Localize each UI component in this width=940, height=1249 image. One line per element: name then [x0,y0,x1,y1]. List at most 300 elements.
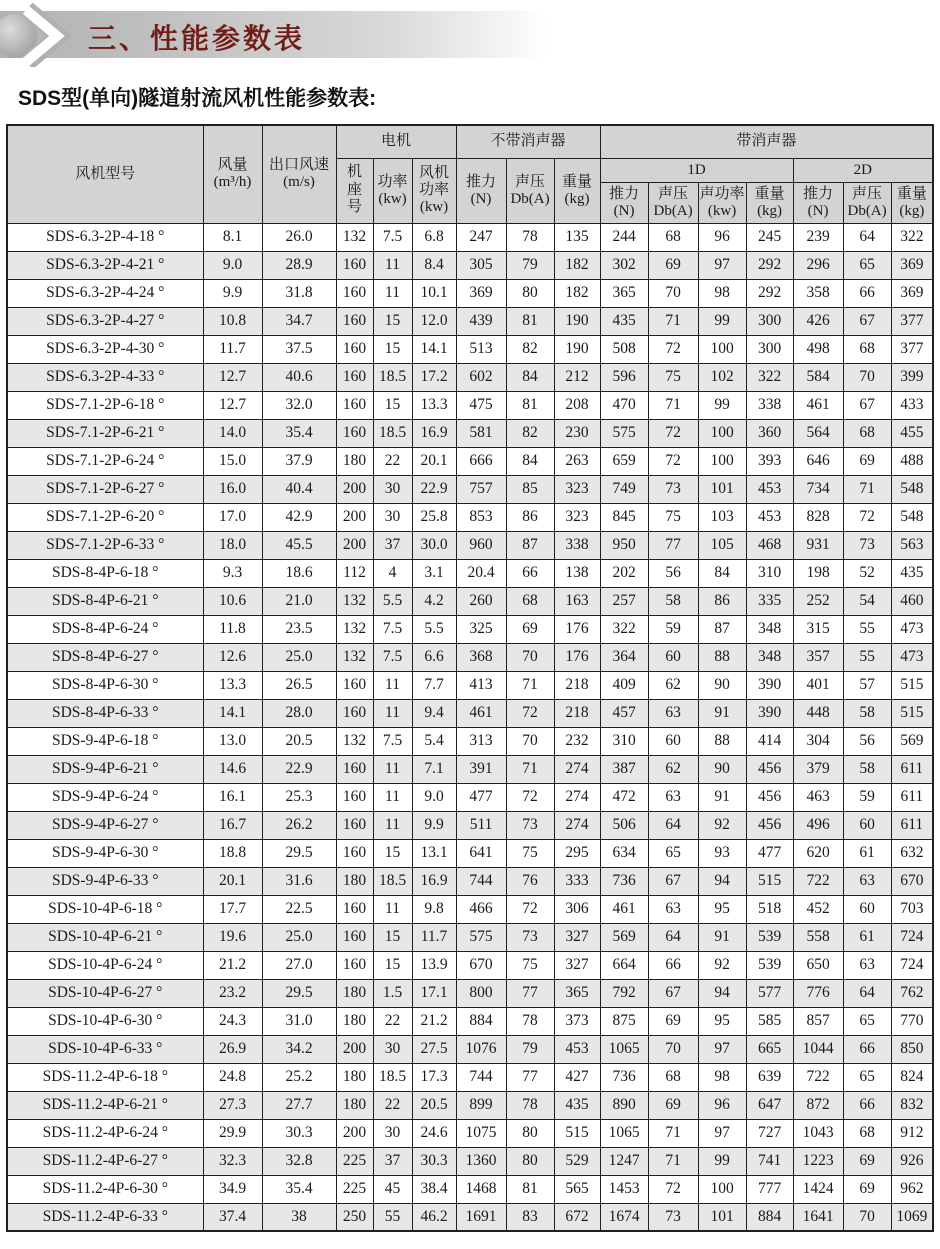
value-cell: 75 [506,951,554,979]
col-header-outlet-speed: 出口风速 (m/s) [262,125,336,223]
value-cell: 86 [506,503,554,531]
value-cell: 7.5 [373,643,412,671]
value-cell: 335 [746,587,793,615]
value-cell: 80 [506,1147,554,1175]
value-cell: 98 [698,279,746,307]
col-header-weight-ns: 重量 (kg) [554,158,600,223]
value-cell: 741 [746,1147,793,1175]
value-cell: 665 [746,1035,793,1063]
value-cell: 11.7 [412,923,456,951]
value-cell: 15 [373,923,412,951]
value-cell: 81 [506,1175,554,1203]
value-cell: 60 [843,895,891,923]
value-cell: 659 [600,447,648,475]
value-cell: 292 [746,279,793,307]
value-cell: 93 [698,839,746,867]
value-cell: 218 [554,699,600,727]
value-cell: 14.6 [203,755,262,783]
value-cell: 647 [746,1091,793,1119]
value-cell: 18.5 [373,363,412,391]
model-cell: SDS-11.2-4P-6-21 ° [7,1091,203,1119]
table-row [7,1203,933,1231]
value-cell: 461 [456,699,506,727]
value-cell: 30.3 [262,1119,336,1147]
value-cell: 16.9 [412,867,456,895]
value-cell: 6.6 [412,643,456,671]
value-cell: 66 [843,1091,891,1119]
model-cell: SDS-7.1-2P-6-24 ° [7,447,203,475]
value-cell: 245 [746,223,793,251]
value-cell: 453 [746,475,793,503]
value-cell: 632 [891,839,933,867]
value-cell: 230 [554,419,600,447]
value-cell: 60 [648,727,698,755]
value-cell: 11 [373,783,412,811]
col-header-spl-1d: 声压 Db(A) [648,182,698,223]
value-cell: 473 [891,643,933,671]
value-cell: 63 [648,699,698,727]
value-cell: 73 [648,475,698,503]
value-cell: 190 [554,335,600,363]
value-cell: 200 [336,1119,373,1147]
value-cell: 463 [793,783,843,811]
value-cell: 63 [843,867,891,895]
value-cell: 325 [456,615,506,643]
value-cell: 52 [843,559,891,587]
value-cell: 37.4 [203,1203,262,1231]
value-cell: 64 [648,811,698,839]
table-row [7,587,933,615]
value-cell: 28.0 [262,699,336,727]
value-cell: 5.4 [412,727,456,755]
value-cell: 29.9 [203,1119,262,1147]
value-cell: 60 [648,643,698,671]
value-cell: 884 [746,1203,793,1231]
table-row [7,727,933,755]
value-cell: 60 [843,811,891,839]
value-cell: 97 [698,1035,746,1063]
value-cell: 5.5 [412,615,456,643]
value-cell: 433 [891,391,933,419]
value-cell: 94 [698,979,746,1007]
value-cell: 71 [648,391,698,419]
value-cell: 72 [648,419,698,447]
model-cell: SDS-6.3-2P-4-33 ° [7,363,203,391]
value-cell: 461 [600,895,648,923]
value-cell: 24.6 [412,1119,456,1147]
value-cell: 56 [648,559,698,587]
value-cell: 7.5 [373,727,412,755]
value-cell: 59 [843,783,891,811]
value-cell: 611 [891,755,933,783]
value-cell: 100 [698,447,746,475]
value-cell: 15 [373,391,412,419]
value-cell: 16.1 [203,783,262,811]
value-cell: 12.7 [203,391,262,419]
value-cell: 322 [600,615,648,643]
value-cell: 13.0 [203,727,262,755]
value-cell: 358 [793,279,843,307]
value-cell: 22.5 [262,895,336,923]
value-cell: 348 [746,615,793,643]
value-cell: 475 [456,391,506,419]
value-cell: 770 [891,1007,933,1035]
value-cell: 22.9 [412,475,456,503]
value-cell: 38 [262,1203,336,1231]
table-row [7,475,933,503]
value-cell: 473 [891,615,933,643]
value-cell: 160 [336,335,373,363]
value-cell: 30 [373,1035,412,1063]
value-cell: 30 [373,503,412,531]
value-cell: 80 [506,1119,554,1147]
value-cell: 68 [648,223,698,251]
model-cell: SDS-9-4P-6-33 ° [7,867,203,895]
value-cell: 734 [793,475,843,503]
value-cell: 899 [456,1091,506,1119]
value-cell: 257 [600,587,648,615]
model-cell: SDS-7.1-2P-6-18 ° [7,391,203,419]
value-cell: 338 [746,391,793,419]
value-cell: 100 [698,1175,746,1203]
table-row [7,895,933,923]
value-cell: 1641 [793,1203,843,1231]
table-row [7,1063,933,1091]
value-cell: 65 [843,1007,891,1035]
value-cell: 529 [554,1147,600,1175]
model-cell: SDS-7.1-2P-6-21 ° [7,419,203,447]
value-cell: 736 [600,1063,648,1091]
value-cell: 369 [456,279,506,307]
value-cell: 409 [600,671,648,699]
value-cell: 71 [648,307,698,335]
section-banner [0,0,940,66]
value-cell: 103 [698,503,746,531]
value-cell: 435 [554,1091,600,1119]
value-cell: 390 [746,671,793,699]
value-cell: 26.5 [262,671,336,699]
model-cell: SDS-8-4P-6-30 ° [7,671,203,699]
value-cell: 13.9 [412,951,456,979]
value-cell: 776 [793,979,843,1007]
value-cell: 88 [698,727,746,755]
value-cell: 37 [373,531,412,559]
value-cell: 357 [793,643,843,671]
table-row [7,783,933,811]
value-cell: 11 [373,811,412,839]
value-cell: 101 [698,1203,746,1231]
value-cell: 71 [648,1147,698,1175]
value-cell: 72 [506,783,554,811]
value-cell: 198 [793,559,843,587]
value-cell: 461 [793,391,843,419]
value-cell: 369 [891,251,933,279]
value-cell: 67 [648,867,698,895]
value-cell: 182 [554,279,600,307]
table-body [7,223,933,1231]
value-cell: 70 [648,279,698,307]
value-cell: 55 [373,1203,412,1231]
value-cell: 55 [843,615,891,643]
value-cell: 17.1 [412,979,456,1007]
value-cell: 20.5 [412,1091,456,1119]
value-cell: 71 [506,671,554,699]
table-row [7,391,933,419]
value-cell: 399 [891,363,933,391]
value-cell: 11 [373,755,412,783]
model-cell: SDS-9-4P-6-24 ° [7,783,203,811]
value-cell: 64 [843,223,891,251]
table-row [7,923,933,951]
value-cell: 22 [373,1091,412,1119]
value-cell: 511 [456,811,506,839]
value-cell: 160 [336,755,373,783]
value-cell: 777 [746,1175,793,1203]
value-cell: 180 [336,979,373,1007]
value-cell: 88 [698,643,746,671]
value-cell: 9.0 [203,251,262,279]
value-cell: 832 [891,1091,933,1119]
model-cell: SDS-8-4P-6-18 ° [7,559,203,587]
value-cell: 845 [600,503,648,531]
value-cell: 6.8 [412,223,456,251]
value-cell: 160 [336,279,373,307]
value-cell: 90 [698,671,746,699]
value-cell: 25.3 [262,783,336,811]
value-cell: 18.6 [262,559,336,587]
value-cell: 18.5 [373,867,412,895]
value-cell: 54 [843,587,891,615]
value-cell: 208 [554,391,600,419]
col-header-weight-1d: 重量 (kg) [746,182,793,223]
value-cell: 15.0 [203,447,262,475]
value-cell: 872 [793,1091,843,1119]
value-cell: 71 [843,475,891,503]
value-cell: 762 [891,979,933,1007]
value-cell: 634 [600,839,648,867]
value-cell: 962 [891,1175,933,1203]
value-cell: 98 [698,1063,746,1091]
value-cell: 581 [456,419,506,447]
value-cell: 401 [793,671,843,699]
value-cell: 1223 [793,1147,843,1175]
value-cell: 310 [746,559,793,587]
value-cell: 296 [793,251,843,279]
value-cell: 32.0 [262,391,336,419]
value-cell: 414 [746,727,793,755]
group-header-2d: 2D [793,158,933,182]
value-cell: 1.5 [373,979,412,1007]
value-cell: 338 [554,531,600,559]
table-row [7,223,933,251]
table-row [7,867,933,895]
value-cell: 19.6 [203,923,262,951]
value-cell: 379 [793,755,843,783]
value-cell: 300 [746,307,793,335]
value-cell: 11.8 [203,615,262,643]
col-header-thrust-2d: 推力 (N) [793,182,843,223]
value-cell: 10.8 [203,307,262,335]
model-cell: SDS-11.2-4P-6-30 ° [7,1175,203,1203]
value-cell: 132 [336,223,373,251]
value-cell: 9.9 [203,279,262,307]
model-cell: SDS-6.3-2P-4-18 ° [7,223,203,251]
value-cell: 35.4 [262,419,336,447]
value-cell: 92 [698,811,746,839]
value-cell: 391 [456,755,506,783]
value-cell: 91 [698,923,746,951]
value-cell: 29.5 [262,979,336,1007]
value-cell: 225 [336,1147,373,1175]
value-cell: 14.1 [203,699,262,727]
value-cell: 508 [600,335,648,363]
value-cell: 62 [648,755,698,783]
value-cell: 72 [506,699,554,727]
value-cell: 960 [456,531,506,559]
value-cell: 82 [506,419,554,447]
value-cell: 27.7 [262,1091,336,1119]
value-cell: 11 [373,279,412,307]
value-cell: 160 [336,307,373,335]
value-cell: 10.6 [203,587,262,615]
value-cell: 548 [891,503,933,531]
value-cell: 322 [891,223,933,251]
value-cell: 73 [506,923,554,951]
model-cell: SDS-7.1-2P-6-27 ° [7,475,203,503]
value-cell: 1424 [793,1175,843,1203]
value-cell: 45 [373,1175,412,1203]
value-cell: 585 [746,1007,793,1035]
value-cell: 180 [336,447,373,475]
value-cell: 37.5 [262,335,336,363]
value-cell: 58 [648,587,698,615]
value-cell: 457 [600,699,648,727]
value-cell: 260 [456,587,506,615]
value-cell: 91 [698,783,746,811]
model-cell: SDS-8-4P-6-24 ° [7,615,203,643]
value-cell: 225 [336,1175,373,1203]
value-cell: 68 [506,587,554,615]
table-row [7,307,933,335]
value-cell: 377 [891,335,933,363]
group-header-motor: 电机 [336,125,456,158]
value-cell: 232 [554,727,600,755]
value-cell: 327 [554,951,600,979]
value-cell: 828 [793,503,843,531]
value-cell: 66 [648,951,698,979]
value-cell: 11 [373,699,412,727]
value-cell: 40.6 [262,363,336,391]
value-cell: 22 [373,447,412,475]
value-cell: 67 [843,307,891,335]
col-header-flow: 风量 (m³/h) [203,125,262,223]
table-subtitle: SDS型(单向)隧道射流风机性能参数表: [18,87,377,110]
value-cell: 292 [746,251,793,279]
value-cell: 37.9 [262,447,336,475]
value-cell: 8.1 [203,223,262,251]
model-cell: SDS-8-4P-6-27 ° [7,643,203,671]
value-cell: 602 [456,363,506,391]
value-cell: 488 [891,447,933,475]
value-cell: 263 [554,447,600,475]
value-cell: 73 [506,811,554,839]
value-cell: 27.3 [203,1091,262,1119]
col-header-frame-size: 机座号 [336,158,373,223]
value-cell: 16.7 [203,811,262,839]
value-cell: 20.5 [262,727,336,755]
value-cell: 180 [336,1063,373,1091]
value-cell: 274 [554,811,600,839]
value-cell: 8.4 [412,251,456,279]
value-cell: 64 [843,979,891,1007]
value-cell: 100 [698,419,746,447]
value-cell: 66 [506,559,554,587]
value-cell: 81 [506,391,554,419]
value-cell: 176 [554,643,600,671]
value-cell: 7.5 [373,615,412,643]
value-cell: 17.3 [412,1063,456,1091]
value-cell: 306 [554,895,600,923]
value-cell: 15 [373,307,412,335]
value-cell: 80 [506,279,554,307]
value-cell: 96 [698,1091,746,1119]
model-cell: SDS-6.3-2P-4-21 ° [7,251,203,279]
value-cell: 498 [793,335,843,363]
value-cell: 313 [456,727,506,755]
value-cell: 65 [843,251,891,279]
value-cell: 1075 [456,1119,506,1147]
value-cell: 78 [506,1007,554,1035]
value-cell: 138 [554,559,600,587]
value-cell: 17.2 [412,363,456,391]
value-cell: 239 [793,223,843,251]
value-cell: 672 [554,1203,600,1231]
value-cell: 247 [456,223,506,251]
value-cell: 202 [600,559,648,587]
value-cell: 73 [648,1203,698,1231]
value-cell: 160 [336,951,373,979]
value-cell: 757 [456,475,506,503]
value-cell: 68 [843,419,891,447]
value-cell: 76 [506,867,554,895]
value-cell: 34.7 [262,307,336,335]
value-cell: 29.5 [262,839,336,867]
page-title: 三、性能参数表 [88,23,306,54]
value-cell: 857 [793,1007,843,1035]
value-cell: 10.1 [412,279,456,307]
value-cell: 23.5 [262,615,336,643]
value-cell: 200 [336,531,373,559]
value-cell: 1044 [793,1035,843,1063]
value-cell: 470 [600,391,648,419]
value-cell: 14.1 [412,335,456,363]
value-cell: 448 [793,699,843,727]
value-cell: 569 [891,727,933,755]
value-cell: 72 [648,335,698,363]
value-cell: 95 [698,1007,746,1035]
value-cell: 641 [456,839,506,867]
value-cell: 70 [843,363,891,391]
value-cell: 295 [554,839,600,867]
value-cell: 323 [554,503,600,531]
value-cell: 18.8 [203,839,262,867]
value-cell: 160 [336,839,373,867]
value-cell: 327 [554,923,600,951]
value-cell: 250 [336,1203,373,1231]
model-cell: SDS-10-4P-6-18 ° [7,895,203,923]
value-cell: 79 [506,251,554,279]
value-cell: 38.4 [412,1175,456,1203]
